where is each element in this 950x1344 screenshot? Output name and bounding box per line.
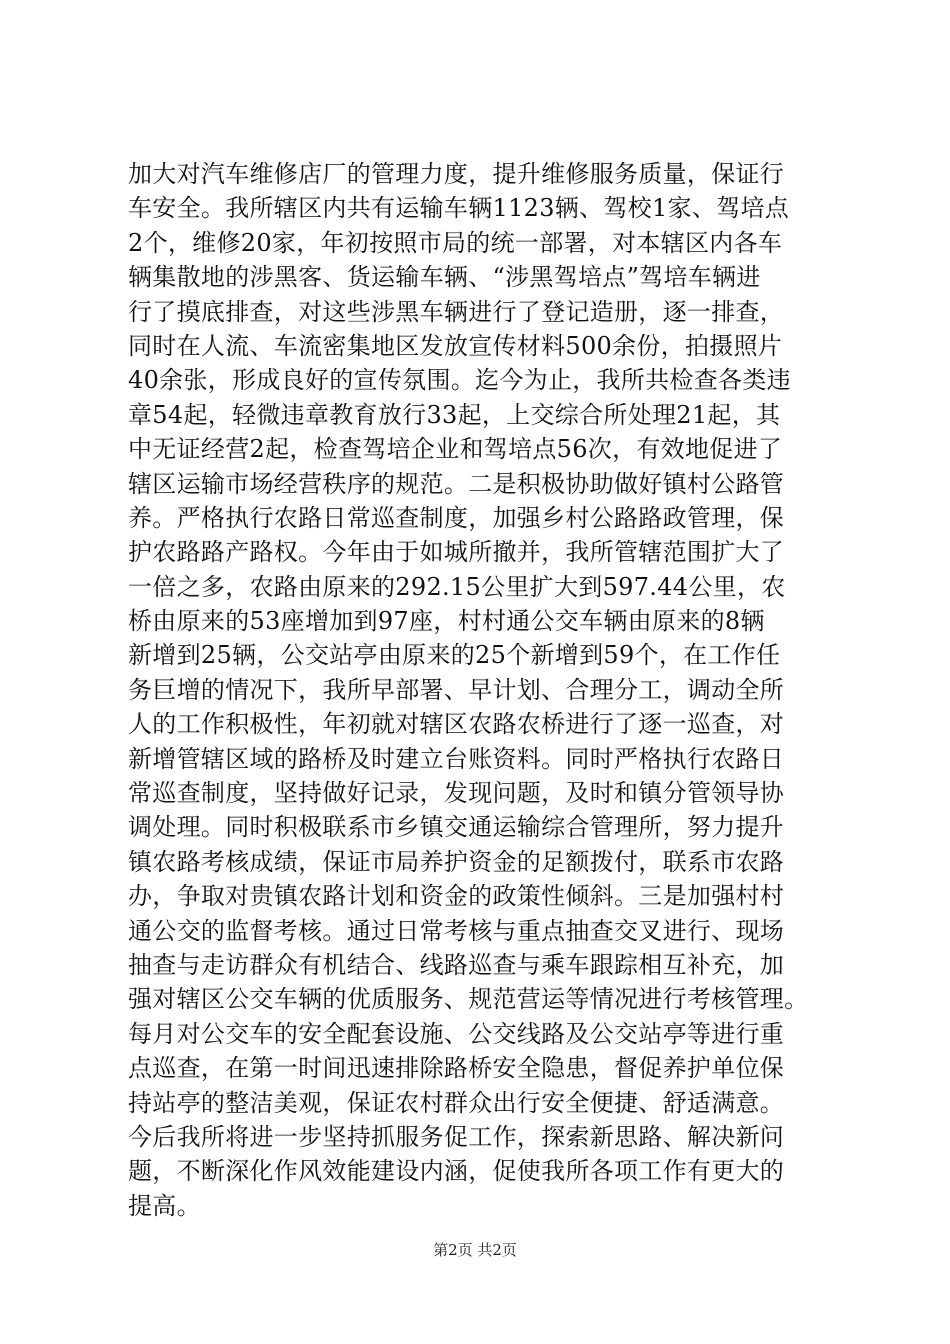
text-line: 护农路路产路权。今年由于如城所撤并，我所管辖范围扩大了 xyxy=(128,538,785,567)
text-line: 常巡查制度，坚持做好记录，发现问题，及时和镇分管领导协 xyxy=(128,779,785,808)
page-footer xyxy=(0,1240,950,1260)
text-line: 办，争取对贵镇农路计划和资金的政策性倾斜。三是加强村村 xyxy=(128,882,785,911)
text-line: 中无证经营2起，检查驾培企业和驾培点56次，有效地促进了 xyxy=(128,435,783,464)
body-text xyxy=(128,157,828,1223)
text-line: 新增管辖区域的路桥及时建立台账资料。同时严格执行农路日 xyxy=(128,744,785,773)
text-line: 调处理。同时积极联系市乡镇交通运输综合管理所，努力提升 xyxy=(128,813,785,842)
text-line: 同时在人流、车流密集地区发放宣传材料500余份，拍摄照片 xyxy=(128,331,783,360)
text-line: 提高。 xyxy=(128,1191,201,1220)
text-line: 点巡查，在第一时间迅速排除路桥安全隐患，督促养护单位保 xyxy=(128,1054,785,1083)
text-line: 一倍之多，农路由原来的292.15公里扩大到597.44公里，农 xyxy=(128,572,786,601)
text-line: 镇农路考核成绩，保证市局养护资金的足额拨付，联系市农路 xyxy=(128,847,785,876)
text-line: 每月对公交车的安全配套设施、公交线路及公交站亭等进行重 xyxy=(128,1019,785,1048)
text-line: 持站亭的整洁美观，保证农村群众出行安全便捷、舒适满意。 xyxy=(128,1088,785,1117)
text-line: 章54起，轻微违章教育放行33起，上交综合所处理21起，其 xyxy=(128,400,781,429)
text-line: 车安全。我所辖区内共有运输车辆1123辆、驾校1家、驾培点 xyxy=(128,194,790,223)
text-line: 养。严格执行农路日常巡查制度，加强乡村公路路政管理，保 xyxy=(128,503,785,532)
text-line: 新增到25辆，公交站亭由原来的25个新增到59个，在工作任 xyxy=(128,641,781,670)
text-line: 抽查与走访群众有机结合、线路巡查与乘车跟踪相互补充，加 xyxy=(128,950,785,979)
text-line: 务巨增的情况下，我所早部署、早计划、合理分工，调动全所 xyxy=(128,675,785,704)
text-line: 辖区运输市场经营秩序的规范。二是积极协助做好镇村公路管 xyxy=(128,469,785,498)
text-line: 今后我所将进一步坚持抓服务促工作，探索新思路、解决新问 xyxy=(128,1122,785,1151)
text-line: 通公交的监督考核。通过日常考核与重点抽查交叉进行、现场 xyxy=(128,916,785,945)
text-line: 2个，维修20家，年初按照市局的统一部署，对本辖区内各车 xyxy=(128,228,783,257)
text-line: 辆集散地的涉黑客、货运输车辆、“涉黑驾培点”驾培车辆进 xyxy=(128,263,761,292)
text-line: 40余张，形成良好的宣传氛围。迄今为止，我所共检查各类违 xyxy=(128,366,791,395)
page-number: 第2页 共2页 xyxy=(433,1241,517,1259)
text-line: 桥由原来的53座增加到97座，村村通公交车辆由原来的8辆 xyxy=(128,607,765,636)
text-line: 行了摸底排查，对这些涉黑车辆进行了登记造册，逐一排查， xyxy=(128,297,785,326)
text-line: 人的工作积极性，年初就对辖区农路农桥进行了逐一巡查，对 xyxy=(128,710,785,739)
text-line: 加大对汽车维修店厂的管理力度，提升维修服务质量，保证行 xyxy=(128,160,785,188)
text-line: 强对辖区公交车辆的优质服务、规范营运等情况进行考核管理。 xyxy=(128,985,809,1014)
text-line: 题，不断深化作风效能建设内涵，促使我所各项工作有更大的 xyxy=(128,1157,785,1186)
